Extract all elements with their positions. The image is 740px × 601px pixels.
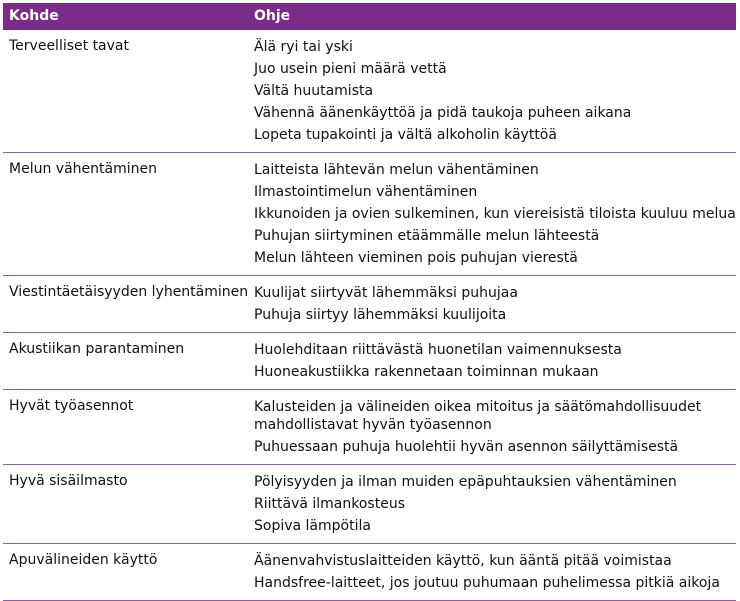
list-item: Pölyisyyden ja ilman muiden epäpuhtauksien vähentäminen <box>254 474 677 490</box>
group-target: Melun vähentäminen <box>9 161 157 177</box>
list-item: Laitteista lähtevän melun vähentäminen <box>254 162 539 178</box>
list-item: Puhujan siirtyminen etäämmälle melun lähteestä <box>254 228 600 244</box>
group-target: Terveelliset tavat <box>9 38 129 54</box>
list-item: Ilmastointimelun vähentäminen <box>254 184 478 200</box>
list-item: Melun lähteen vieminen pois puhujan vierestä <box>254 250 578 266</box>
group-target: Hyvät työasennot <box>9 398 134 414</box>
group-target: Apuvälineiden käyttö <box>9 552 158 568</box>
table-group <box>3 30 736 153</box>
group-items <box>254 276 736 332</box>
table-group <box>3 465 736 544</box>
list-item: Kuulijat siirtyvät lähemmäksi puhujaa <box>254 285 518 301</box>
table-group <box>3 544 736 601</box>
list-item: Puhuja siirtyy lähemmäksi kuulijoita <box>254 307 507 323</box>
header-ohje: Ohje <box>254 8 291 24</box>
group-items <box>254 544 736 600</box>
group-target: Viestintäetäisyyden lyhentäminen <box>9 284 249 300</box>
group-items <box>254 390 736 464</box>
table-header <box>3 3 736 30</box>
list-item: Huoneakustiikka rakennetaan toiminnan mukaan <box>254 364 599 380</box>
list-item: Vähennä äänenkäyttöä ja pidä taukoja puheen aikana <box>254 105 632 121</box>
group-target: Akustiikan parantaminen <box>9 341 185 357</box>
group-items <box>254 153 736 275</box>
list-item: Sopiva lämpötila <box>254 518 371 534</box>
list-item: Kalusteiden ja välineiden oikea mitoitus ja säätömahdollisuudet mahdollistavat hyvän työasennon <box>254 399 702 433</box>
list-item: Lopeta tupakointi ja vältä alkoholin käyttöä <box>254 127 557 143</box>
list-item: Äänenvahvistuslaitteiden käyttö, kun ääntä pitää voimistaa <box>254 553 672 569</box>
list-item: Älä ryi tai yski <box>254 39 353 55</box>
table-group <box>3 333 736 390</box>
group-target: Hyvä sisäilmasto <box>9 473 128 489</box>
list-item: Huolehditaan riittävästä huonetilan vaimennuksesta <box>254 342 622 358</box>
list-item: Puhuessaan puhuja huolehtii hyvän asennon säilyttämisestä <box>254 439 679 455</box>
list-item: Handsfree-laitteet, jos joutuu puhumaan puhelimessa pitkiä aikoja <box>254 575 720 591</box>
table-group <box>3 276 736 333</box>
group-items <box>254 333 736 389</box>
list-item: Riittävä ilmankosteus <box>254 496 405 512</box>
table-group <box>3 153 736 276</box>
header-kohde: Kohde <box>9 8 59 24</box>
guidance-table <box>3 3 736 601</box>
group-items <box>254 465 736 543</box>
group-items <box>254 30 736 152</box>
list-item: Juo usein pieni määrä vettä <box>254 61 447 77</box>
table-group <box>3 390 736 465</box>
list-item: Vältä huutamista <box>254 83 374 99</box>
list-item: Ikkunoiden ja ovien sulkeminen, kun viereisistä tiloista kuuluu melua <box>254 206 736 222</box>
